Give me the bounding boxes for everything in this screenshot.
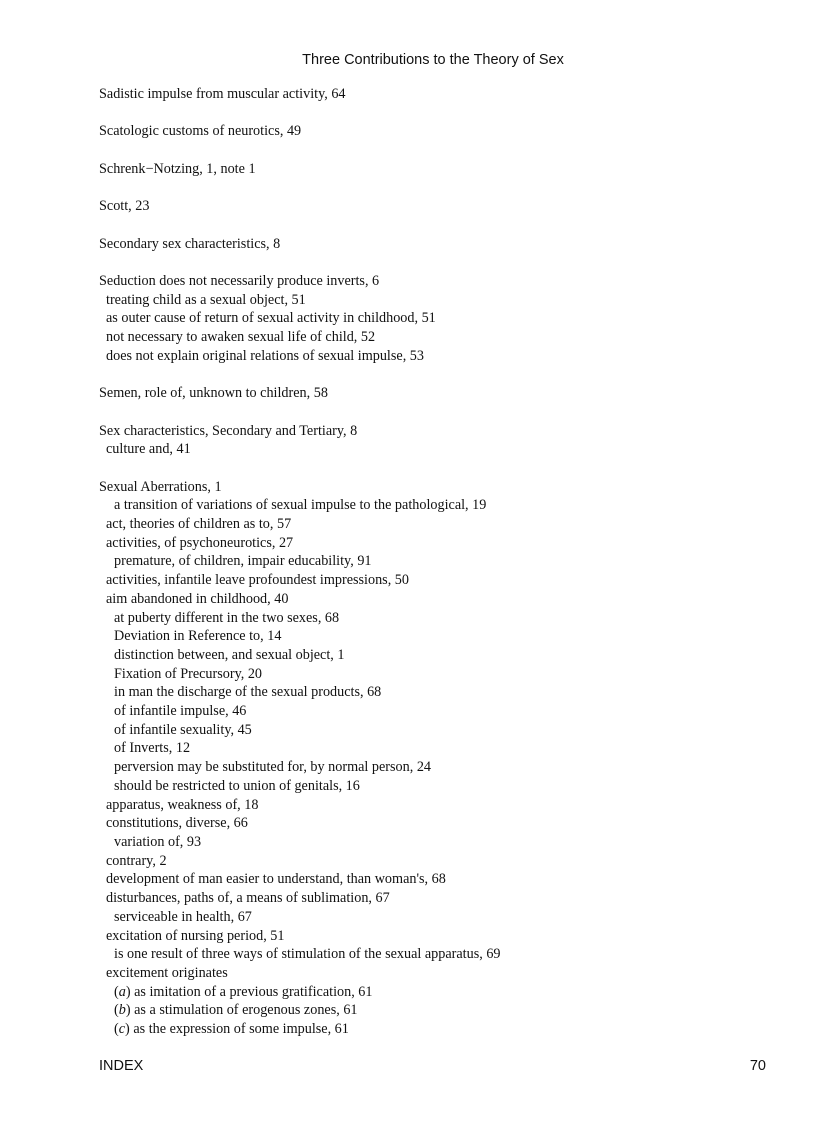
index-text: Sex characteristics, Secondary and Tertiary, 8	[99, 422, 358, 439]
index-subentry	[99, 870, 779, 889]
index-entry	[99, 85, 779, 104]
index-text: activities, infantile leave profoundest impressions, 50	[106, 572, 409, 589]
index-subentry: (a) as imitation of a previous gratification, 61	[114, 983, 373, 1000]
index-subentry	[99, 665, 779, 684]
index-subentry	[99, 515, 779, 534]
index-entry	[99, 272, 779, 366]
index-entries	[99, 85, 779, 1057]
index-entry	[99, 197, 779, 216]
index-subentry	[99, 796, 779, 815]
index-text: Deviation in Reference to, 14	[114, 628, 282, 645]
index-text: is one result of three ways of stimulation of the sexual apparatus, 69	[114, 946, 501, 963]
footer-section-label: INDEX	[99, 1058, 144, 1074]
index-subentry	[99, 777, 779, 796]
index-text: Scott, 23	[99, 198, 150, 215]
index-subentry	[99, 833, 779, 852]
index-text: Secondary sex characteristics, 8	[99, 235, 281, 252]
index-subentry	[99, 964, 779, 983]
index-heading	[99, 197, 779, 216]
index-text: Semen, role of, unknown to children, 58	[99, 385, 328, 402]
index-heading	[99, 235, 779, 254]
index-entry	[99, 122, 779, 141]
index-text: Scatologic customs of neurotics, 49	[99, 123, 302, 140]
list-marker: c	[118, 1021, 126, 1038]
index-text: of infantile sexuality, 45	[114, 721, 252, 738]
list-marker: b	[118, 1002, 126, 1019]
index-entry	[99, 235, 779, 254]
index-heading	[99, 85, 779, 104]
index-heading	[99, 122, 779, 141]
index-text: distinction between, and sexual object, 1	[114, 646, 345, 663]
index-subentry	[99, 347, 779, 366]
index-subentry	[99, 552, 779, 571]
index-text: should be restricted to union of genitals, 16	[114, 777, 360, 794]
index-text: development of man easier to understand, than woman's, 68	[106, 871, 446, 888]
index-text: premature, of children, impair educability, 91	[114, 553, 372, 570]
index-heading	[99, 384, 779, 403]
page-number: 70	[749, 1058, 766, 1074]
index-heading	[99, 272, 779, 291]
index-text: serviceable in health, 67	[114, 908, 252, 925]
index-subentry	[99, 291, 779, 310]
index-subentry	[99, 927, 779, 946]
index-subentry	[99, 309, 779, 328]
index-subentry	[99, 852, 779, 871]
index-subentry	[99, 590, 779, 609]
index-text: disturbances, paths of, a means of sublimation, 67	[106, 890, 390, 907]
index-text: constitutions, diverse, 66	[106, 815, 248, 832]
index-subentry	[99, 945, 779, 964]
index-subentry	[99, 908, 779, 927]
index-subentry	[99, 571, 779, 590]
index-subentry	[99, 889, 779, 908]
index-subentry	[99, 702, 779, 721]
index-text: of Inverts, 12	[114, 740, 191, 757]
index-text: a transition of variations of sexual impulse to the pathological, 19	[114, 497, 487, 514]
index-heading	[99, 478, 779, 497]
index-text: of infantile impulse, 46	[114, 703, 247, 720]
index-subentry: (b) as a stimulation of erogenous zones, 61	[114, 1002, 358, 1019]
index-heading	[99, 160, 779, 179]
index-entry	[99, 384, 779, 403]
index-text: as imitation of a previous gratification, 61	[130, 983, 373, 1000]
index-subentry	[99, 627, 779, 646]
index-text: in man the discharge of the sexual products, 68	[114, 684, 382, 701]
index-subentry	[99, 758, 779, 777]
index-text: as outer cause of return of sexual activity in childhood, 51	[106, 310, 436, 327]
index-text: variation of, 93	[114, 834, 202, 850]
index-entry	[99, 478, 779, 1039]
index-subentry	[99, 496, 779, 515]
index-subentry	[99, 328, 779, 347]
index-text: as the expression of some impulse, 61	[129, 1021, 349, 1038]
index-subentry	[99, 646, 779, 665]
index-entry	[99, 160, 779, 179]
index-subentry	[99, 609, 779, 628]
index-subentry	[99, 683, 779, 702]
index-subentry	[99, 721, 779, 740]
index-subentry	[99, 739, 779, 758]
index-subentry	[99, 440, 779, 459]
index-text: apparatus, weakness of, 18	[106, 796, 259, 813]
index-text: perversion may be substituted for, by normal person, 24	[114, 759, 432, 776]
index-text: culture and, 41	[106, 441, 191, 458]
index-text: Seduction does not necessarily produce inverts, 6	[99, 272, 380, 289]
index-entry	[99, 422, 779, 459]
index-text: contrary, 2	[106, 852, 167, 869]
index-text: Schrenk−Notzing, 1, note 1	[99, 160, 256, 177]
index-subentry	[99, 534, 779, 553]
index-text: Sadistic impulse from muscular activity, 64	[99, 86, 346, 102]
index-text: Sexual Aberrations, 1	[99, 478, 222, 495]
index-text: activities, of psychoneurotics, 27	[106, 534, 294, 551]
index-text: treating child as a sexual object, 51	[106, 291, 306, 308]
running-header-title: Three Contributions to the Theory of Sex	[302, 52, 564, 68]
index-text: act, theories of children as to, 57	[106, 516, 292, 533]
index-text: aim abandoned in childhood, 40	[106, 590, 289, 607]
index-subentry: (c) as the expression of some impulse, 61	[114, 1021, 349, 1038]
index-text: as a stimulation of erogenous zones, 61	[130, 1002, 358, 1019]
index-text: does not explain original relations of sexual impulse, 53	[106, 347, 424, 364]
index-text: not necessary to awaken sexual life of child, 52	[106, 329, 376, 346]
list-marker: a	[118, 983, 126, 1000]
index-text: at puberty different in the two sexes, 68	[114, 609, 340, 626]
index-text: excitement originates	[106, 964, 228, 981]
index-subentry	[99, 814, 779, 833]
index-text: excitation of nursing period, 51	[106, 927, 285, 944]
index-heading	[99, 422, 779, 441]
index-text: Fixation of Precursory, 20	[114, 665, 263, 682]
